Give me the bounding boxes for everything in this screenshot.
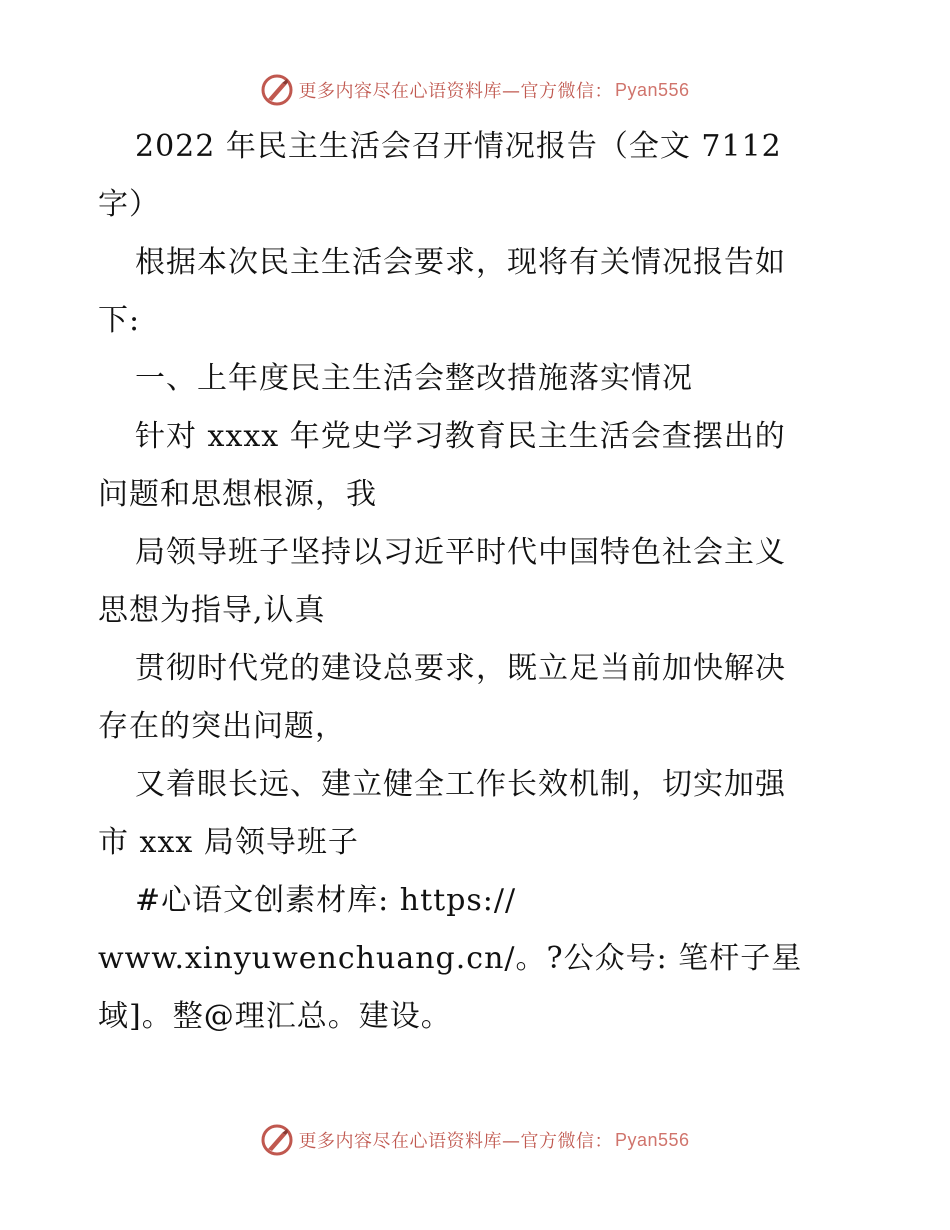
header-watermark — [0, 70, 950, 110]
watermark-wechat-id: Pyan556 — [614, 79, 690, 100]
paragraph-line: 域]。整@理汇总。建设。 — [98, 999, 452, 1034]
section-heading: 一、上年度民主生活会整改措施落实情况 — [135, 361, 693, 396]
pen-logo-icon — [260, 1123, 294, 1157]
paragraph-line: 问题和思想根源，我 — [98, 477, 377, 512]
document-body — [98, 118, 858, 1046]
footer-watermark — [0, 1120, 950, 1160]
watermark-text: 更多内容尽在心语资料库—官方微信： — [298, 81, 613, 102]
document-title-line-2: 字） — [98, 187, 160, 222]
paragraph-line: 贯彻时代党的建设总要求，既立足当前加快解决 — [135, 651, 786, 686]
paragraph-line: #心语文创素材库: https:// — [135, 883, 517, 918]
watermark-wechat-id: Pyan556 — [614, 1129, 690, 1150]
paragraph-line: 根据本次民主生活会要求，现将有关情况报告如 — [135, 245, 786, 280]
paragraph-line: 下: — [98, 303, 141, 338]
watermark-text: 更多内容尽在心语资料库—官方微信： — [298, 1131, 613, 1152]
paragraph-line: 局领导班子坚持以习近平时代中国特色社会主义 — [135, 535, 786, 570]
paragraph-line: 又着眼长远、建立健全工作长效机制，切实加强 — [135, 767, 786, 802]
paragraph-line: 针对 xxxx 年党史学习教育民主生活会查摆出的 — [135, 419, 786, 454]
pen-logo-icon — [260, 73, 294, 107]
paragraph-line: 存在的突出问题， — [98, 709, 346, 744]
paragraph-line: 市 xxx 局领导班子 — [98, 825, 359, 860]
paragraph-line: www.xinyuwenchuang.cn/。?公众号: 笔杆子星 — [98, 941, 803, 976]
paragraph-line: 思想为指导,认真 — [98, 593, 326, 628]
document-title-line-1: 2022 年民主生活会召开情况报告（全文 7112 — [135, 129, 782, 164]
